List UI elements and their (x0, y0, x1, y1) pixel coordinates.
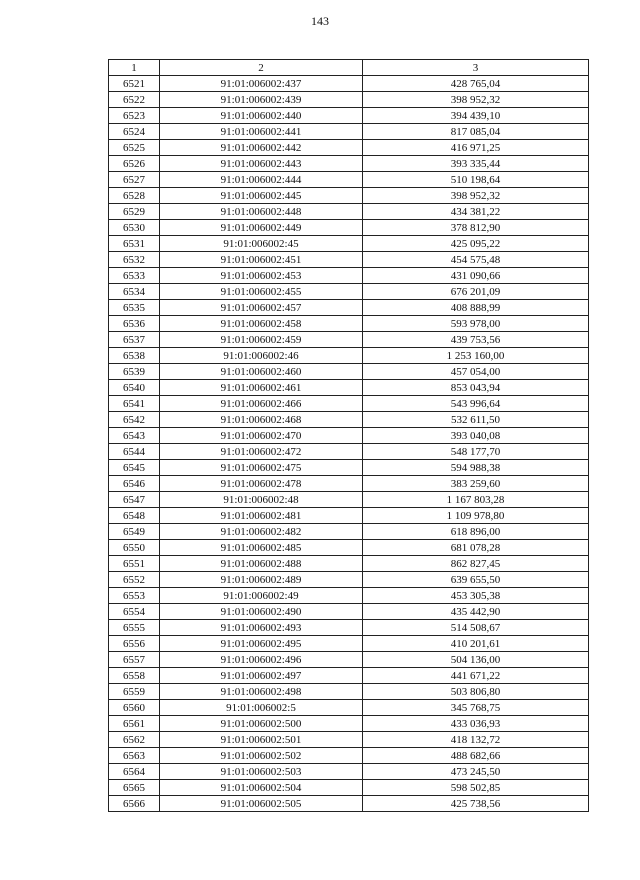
row-number-cell: 6548 (109, 508, 160, 524)
cadastral-number-cell: 91:01:006002:504 (160, 780, 363, 796)
value-cell: 416 971,25 (363, 140, 589, 156)
cadastral-number-cell: 91:01:006002:482 (160, 524, 363, 540)
table-row (109, 220, 589, 236)
row-number-cell: 6565 (109, 780, 160, 796)
table-row (109, 140, 589, 156)
table-row (109, 428, 589, 444)
table-row (109, 156, 589, 172)
cadastral-number-cell: 91:01:006002:444 (160, 172, 363, 188)
row-number-cell: 6552 (109, 572, 160, 588)
value-cell: 1 109 978,80 (363, 508, 589, 524)
table-row (109, 412, 589, 428)
table-row (109, 700, 589, 716)
table-row (109, 620, 589, 636)
row-number-cell: 6555 (109, 620, 160, 636)
column-header-1: 1 (109, 60, 160, 76)
value-cell: 383 259,60 (363, 476, 589, 492)
row-number-cell: 6564 (109, 764, 160, 780)
value-cell: 398 952,32 (363, 188, 589, 204)
table-row (109, 108, 589, 124)
value-cell: 543 996,64 (363, 396, 589, 412)
table-row (109, 604, 589, 620)
value-cell: 393 040,08 (363, 428, 589, 444)
table-row (109, 284, 589, 300)
cadastral-number-cell: 91:01:006002:501 (160, 732, 363, 748)
table-row (109, 172, 589, 188)
cadastral-number-cell: 91:01:006002:440 (160, 108, 363, 124)
value-cell: 393 335,44 (363, 156, 589, 172)
value-cell: 425 738,56 (363, 796, 589, 812)
column-header-2: 2 (160, 60, 363, 76)
value-cell: 434 381,22 (363, 204, 589, 220)
cadastral-number-cell: 91:01:006002:457 (160, 300, 363, 316)
cadastral-number-cell: 91:01:006002:461 (160, 380, 363, 396)
row-number-cell: 6532 (109, 252, 160, 268)
cadastral-number-cell: 91:01:006002:442 (160, 140, 363, 156)
row-number-cell: 6541 (109, 396, 160, 412)
value-cell: 398 952,32 (363, 92, 589, 108)
row-number-cell: 6540 (109, 380, 160, 396)
column-header-3: 3 (363, 60, 589, 76)
row-number-cell: 6544 (109, 444, 160, 460)
table-row (109, 476, 589, 492)
cadastral-number-cell: 91:01:006002:488 (160, 556, 363, 572)
row-number-cell: 6543 (109, 428, 160, 444)
value-cell: 676 201,09 (363, 284, 589, 300)
cadastral-number-cell: 91:01:006002:443 (160, 156, 363, 172)
value-cell: 435 442,90 (363, 604, 589, 620)
cadastral-number-cell: 91:01:006002:470 (160, 428, 363, 444)
row-number-cell: 6559 (109, 684, 160, 700)
value-cell: 532 611,50 (363, 412, 589, 428)
row-number-cell: 6522 (109, 92, 160, 108)
row-number-cell: 6527 (109, 172, 160, 188)
cadastral-number-cell: 91:01:006002:458 (160, 316, 363, 332)
registry-table (108, 59, 589, 812)
table-row (109, 492, 589, 508)
row-number-cell: 6556 (109, 636, 160, 652)
page-number: 143 (311, 14, 329, 28)
table-body (109, 76, 589, 812)
value-cell: 394 439,10 (363, 108, 589, 124)
table-row (109, 716, 589, 732)
row-number-cell: 6546 (109, 476, 160, 492)
table-row (109, 204, 589, 220)
cadastral-number-cell: 91:01:006002:5 (160, 700, 363, 716)
cadastral-number-cell: 91:01:006002:455 (160, 284, 363, 300)
value-cell: 428 765,04 (363, 76, 589, 92)
cadastral-number-cell: 91:01:006002:475 (160, 460, 363, 476)
table-row (109, 636, 589, 652)
row-number-cell: 6531 (109, 236, 160, 252)
cadastral-number-cell: 91:01:006002:439 (160, 92, 363, 108)
cadastral-number-cell: 91:01:006002:441 (160, 124, 363, 140)
table-row (109, 508, 589, 524)
cadastral-number-cell: 91:01:006002:472 (160, 444, 363, 460)
value-cell: 594 988,38 (363, 460, 589, 476)
row-number-cell: 6533 (109, 268, 160, 284)
value-cell: 433 036,93 (363, 716, 589, 732)
value-cell: 441 671,22 (363, 668, 589, 684)
table-row (109, 300, 589, 316)
row-number-cell: 6558 (109, 668, 160, 684)
cadastral-number-cell: 91:01:006002:505 (160, 796, 363, 812)
table-row (109, 684, 589, 700)
cadastral-number-cell: 91:01:006002:485 (160, 540, 363, 556)
row-number-cell: 6563 (109, 748, 160, 764)
row-number-cell: 6547 (109, 492, 160, 508)
row-number-cell: 6550 (109, 540, 160, 556)
row-number-cell: 6525 (109, 140, 160, 156)
value-cell: 593 978,00 (363, 316, 589, 332)
value-cell: 457 054,00 (363, 364, 589, 380)
value-cell: 345 768,75 (363, 700, 589, 716)
table-row (109, 252, 589, 268)
row-number-cell: 6521 (109, 76, 160, 92)
table-row (109, 92, 589, 108)
table-row (109, 124, 589, 140)
table-row (109, 348, 589, 364)
table-row (109, 188, 589, 204)
table-row (109, 748, 589, 764)
value-cell: 431 090,66 (363, 268, 589, 284)
row-number-cell: 6529 (109, 204, 160, 220)
cadastral-number-cell: 91:01:006002:448 (160, 204, 363, 220)
cadastral-number-cell: 91:01:006002:490 (160, 604, 363, 620)
value-cell: 862 827,45 (363, 556, 589, 572)
cadastral-number-cell: 91:01:006002:466 (160, 396, 363, 412)
row-number-cell: 6536 (109, 316, 160, 332)
cadastral-number-cell: 91:01:006002:445 (160, 188, 363, 204)
table-row (109, 780, 589, 796)
table-row (109, 668, 589, 684)
cadastral-number-cell: 91:01:006002:497 (160, 668, 363, 684)
cadastral-number-cell: 91:01:006002:46 (160, 348, 363, 364)
cadastral-number-cell: 91:01:006002:495 (160, 636, 363, 652)
value-cell: 1 167 803,28 (363, 492, 589, 508)
value-cell: 454 575,48 (363, 252, 589, 268)
table-row (109, 540, 589, 556)
row-number-cell: 6526 (109, 156, 160, 172)
value-cell: 473 245,50 (363, 764, 589, 780)
value-cell: 598 502,85 (363, 780, 589, 796)
value-cell: 681 078,28 (363, 540, 589, 556)
cadastral-number-cell: 91:01:006002:489 (160, 572, 363, 588)
value-cell: 514 508,67 (363, 620, 589, 636)
cadastral-number-cell: 91:01:006002:449 (160, 220, 363, 236)
row-number-cell: 6542 (109, 412, 160, 428)
value-cell: 504 136,00 (363, 652, 589, 668)
value-cell: 817 085,04 (363, 124, 589, 140)
table-row (109, 380, 589, 396)
row-number-cell: 6560 (109, 700, 160, 716)
table-row (109, 460, 589, 476)
value-cell: 503 806,80 (363, 684, 589, 700)
row-number-cell: 6539 (109, 364, 160, 380)
table-row (109, 572, 589, 588)
table-row (109, 332, 589, 348)
table-row (109, 652, 589, 668)
value-cell: 378 812,90 (363, 220, 589, 236)
value-cell: 618 896,00 (363, 524, 589, 540)
row-number-cell: 6537 (109, 332, 160, 348)
table-row (109, 444, 589, 460)
table-row (109, 396, 589, 412)
value-cell: 425 095,22 (363, 236, 589, 252)
cadastral-number-cell: 91:01:006002:493 (160, 620, 363, 636)
value-cell: 408 888,99 (363, 300, 589, 316)
table-row (109, 316, 589, 332)
cadastral-number-cell: 91:01:006002:437 (160, 76, 363, 92)
table-row (109, 588, 589, 604)
row-number-cell: 6545 (109, 460, 160, 476)
cadastral-number-cell: 91:01:006002:502 (160, 748, 363, 764)
table-row (109, 268, 589, 284)
value-cell: 418 132,72 (363, 732, 589, 748)
table-row (109, 796, 589, 812)
value-cell: 853 043,94 (363, 380, 589, 396)
row-number-cell: 6551 (109, 556, 160, 572)
value-cell: 410 201,61 (363, 636, 589, 652)
cadastral-number-cell: 91:01:006002:468 (160, 412, 363, 428)
table-row (109, 524, 589, 540)
value-cell: 548 177,70 (363, 444, 589, 460)
cadastral-number-cell: 91:01:006002:503 (160, 764, 363, 780)
row-number-cell: 6566 (109, 796, 160, 812)
table-row (109, 556, 589, 572)
cadastral-number-cell: 91:01:006002:500 (160, 716, 363, 732)
row-number-cell: 6528 (109, 188, 160, 204)
row-number-cell: 6554 (109, 604, 160, 620)
value-cell: 639 655,50 (363, 572, 589, 588)
value-cell: 488 682,66 (363, 748, 589, 764)
row-number-cell: 6535 (109, 300, 160, 316)
table-row (109, 364, 589, 380)
row-number-cell: 6562 (109, 732, 160, 748)
table-row (109, 76, 589, 92)
cadastral-number-cell: 91:01:006002:460 (160, 364, 363, 380)
row-number-cell: 6553 (109, 588, 160, 604)
cadastral-number-cell: 91:01:006002:496 (160, 652, 363, 668)
cadastral-number-cell: 91:01:006002:48 (160, 492, 363, 508)
table-row (109, 764, 589, 780)
cadastral-number-cell: 91:01:006002:498 (160, 684, 363, 700)
row-number-cell: 6524 (109, 124, 160, 140)
table-header-row (109, 60, 589, 76)
row-number-cell: 6523 (109, 108, 160, 124)
row-number-cell: 6534 (109, 284, 160, 300)
cadastral-number-cell: 91:01:006002:45 (160, 236, 363, 252)
value-cell: 510 198,64 (363, 172, 589, 188)
value-cell: 1 253 160,00 (363, 348, 589, 364)
cadastral-number-cell: 91:01:006002:481 (160, 508, 363, 524)
value-cell: 439 753,56 (363, 332, 589, 348)
table-row (109, 236, 589, 252)
row-number-cell: 6549 (109, 524, 160, 540)
row-number-cell: 6561 (109, 716, 160, 732)
row-number-cell: 6530 (109, 220, 160, 236)
row-number-cell: 6557 (109, 652, 160, 668)
cadastral-number-cell: 91:01:006002:478 (160, 476, 363, 492)
table-row (109, 732, 589, 748)
cadastral-number-cell: 91:01:006002:453 (160, 268, 363, 284)
value-cell: 453 305,38 (363, 588, 589, 604)
cadastral-number-cell: 91:01:006002:459 (160, 332, 363, 348)
cadastral-number-cell: 91:01:006002:49 (160, 588, 363, 604)
row-number-cell: 6538 (109, 348, 160, 364)
cadastral-number-cell: 91:01:006002:451 (160, 252, 363, 268)
